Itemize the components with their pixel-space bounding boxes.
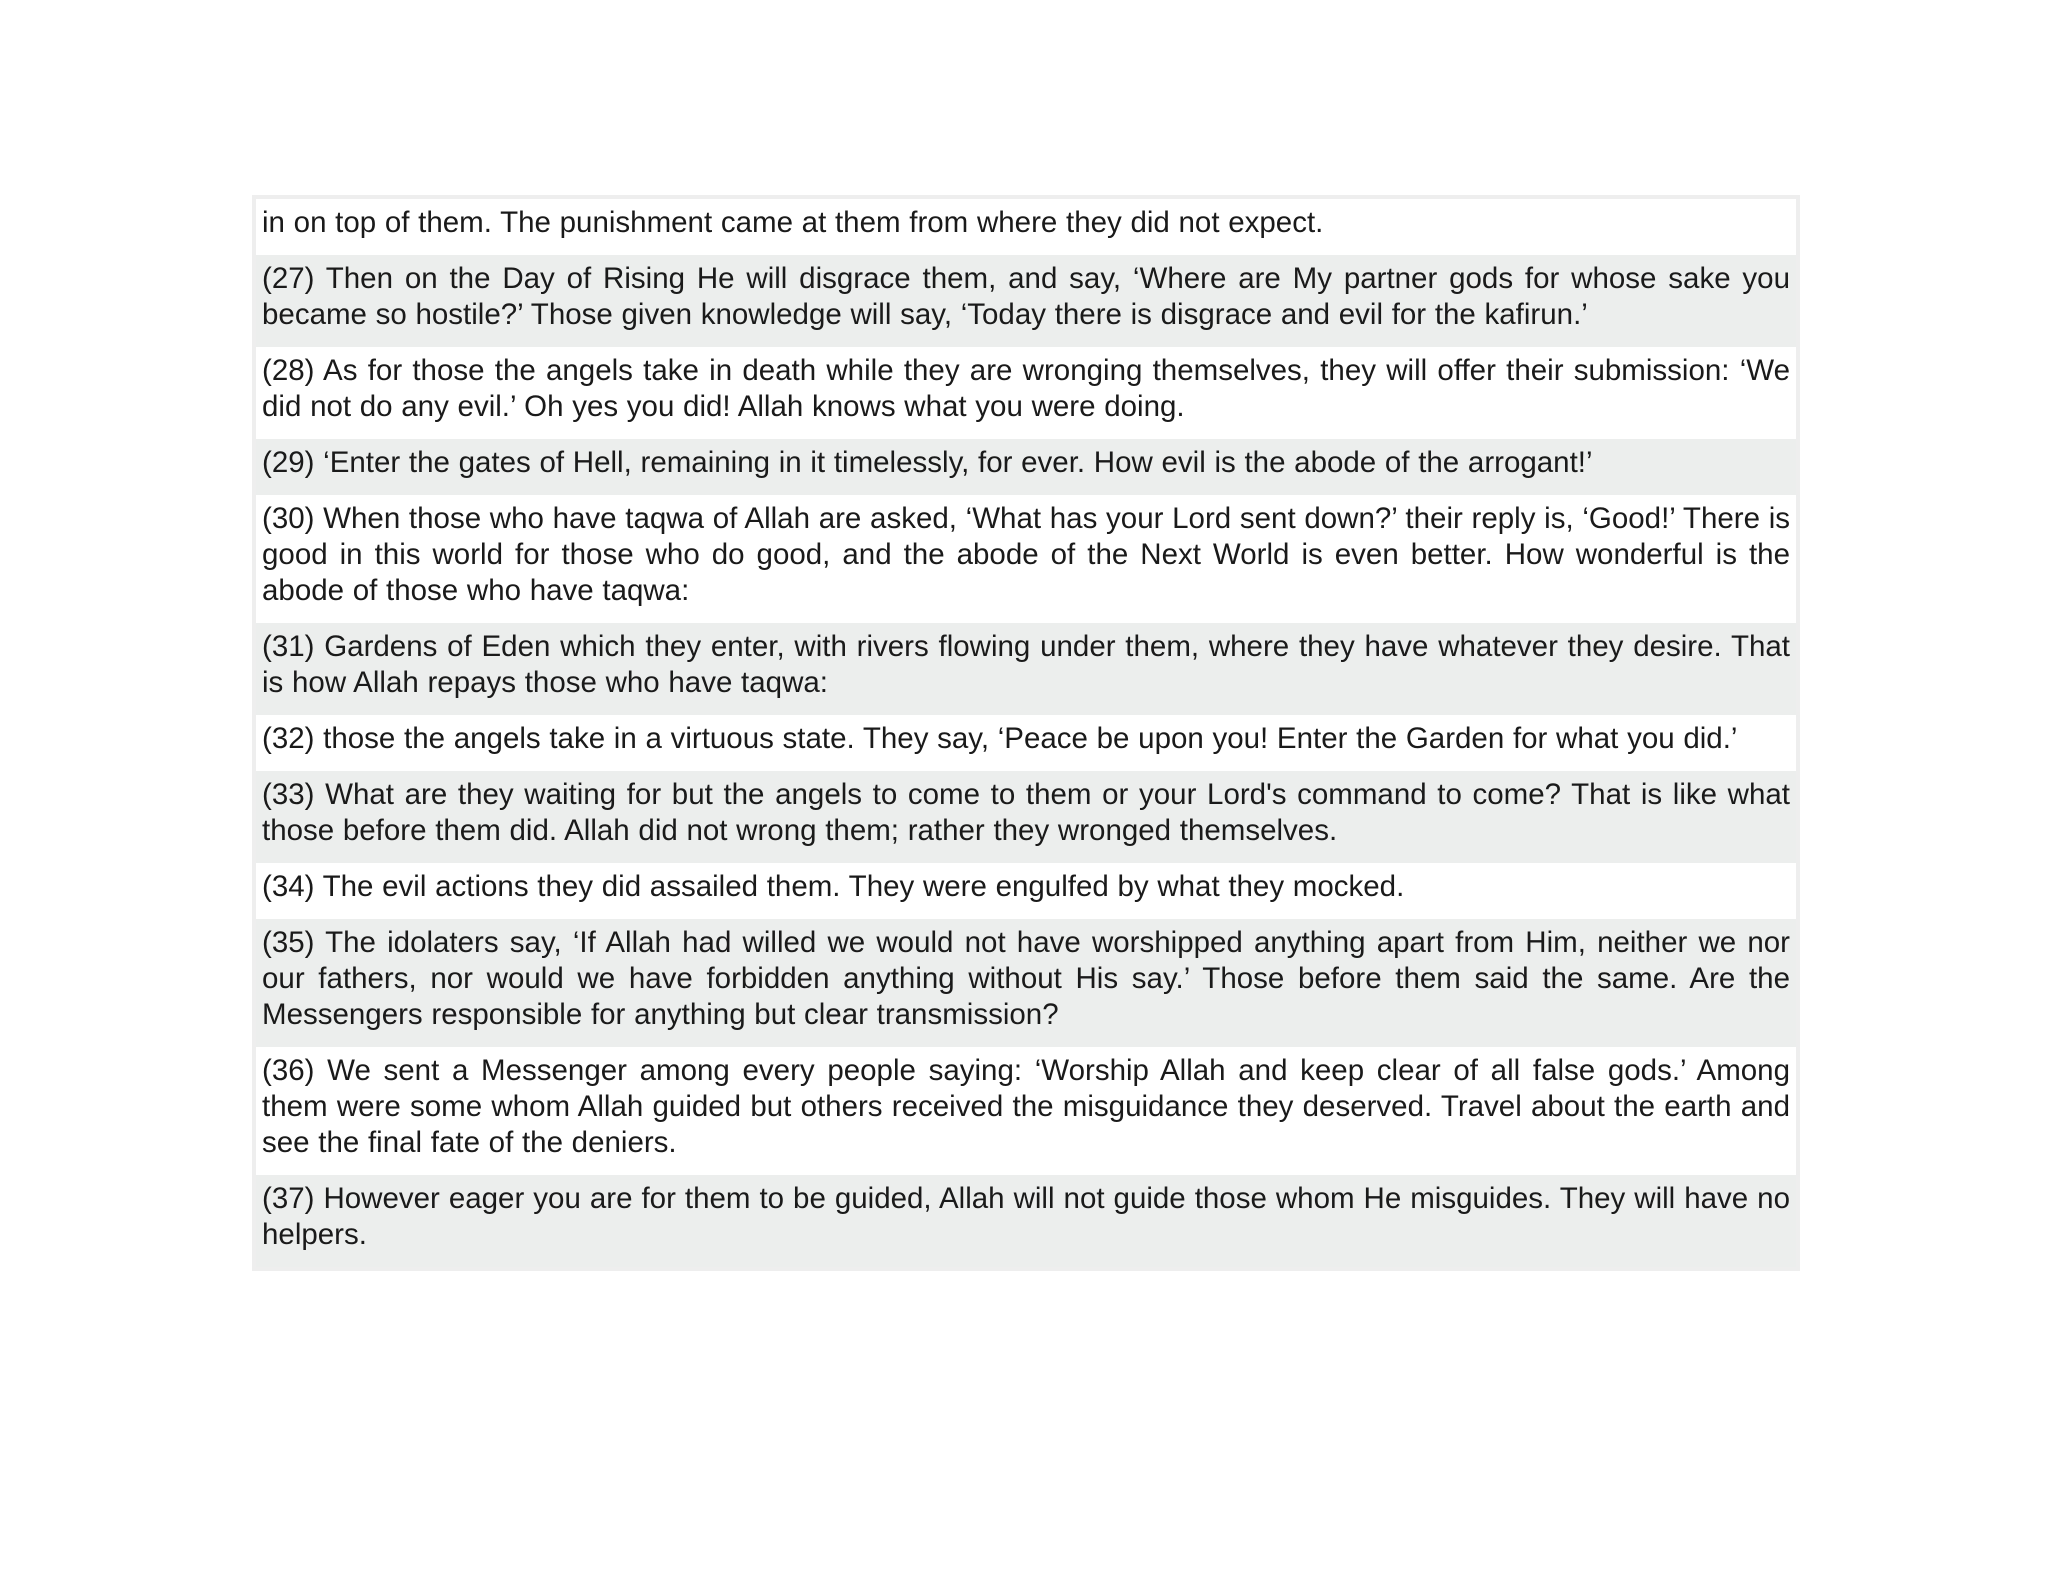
verse-row: (32) those the angels take in a virtuous state. They say, ‘Peace be upon you! Enter the Garden for what you did.’ xyxy=(256,715,1796,771)
verse-row: (29) ‘Enter the gates of Hell, remaining in it timelessly, for ever. How evil is the abode of the arrogant!’ xyxy=(256,439,1796,495)
verse-row: in on top of them. The punishment came at them from where they did not expect. xyxy=(256,199,1796,255)
verse-row: (33) What are they waiting for but the angels to come to them or your Lord's command to come? That is like what those before them did. Allah did not wrong them; rather they wronged themselves. xyxy=(256,771,1796,863)
verse-row: (27) Then on the Day of Rising He will disgrace them, and say, ‘Where are My partner gods for whose sake you became so hostile?’ Those given knowledge will say, ‘Today there is disgrace and evil for the kafirun.’ xyxy=(256,255,1796,347)
verse-row: (36) We sent a Messenger among every people saying: ‘Worship Allah and keep clear of all false gods.’ Among them were some whom Allah guided but others received the misguidance they deserved. Travel about the earth and see the final fate of the deniers. xyxy=(256,1047,1796,1175)
verse-row: (30) When those who have taqwa of Allah are asked, ‘What has your Lord sent down?’ their reply is, ‘Good!’ There is good in this world for those who do good, and the abode of the Next World is even better. How wonderful is the abode of those who have taqwa: xyxy=(256,495,1796,623)
verse-row: (34) The evil actions they did assailed them. They were engulfed by what they mocked. xyxy=(256,863,1796,919)
verse-row: (28) As for those the angels take in death while they are wronging themselves, they will offer their submission: ‘We did not do any evil.’ Oh yes you did! Allah knows what you were doing. xyxy=(256,347,1796,439)
verse-row: (35) The idolaters say, ‘If Allah had willed we would not have worshipped anything apart from Him, neither we nor our fathers, nor would we have forbidden anything without His say.’ Those before them said the same. Are the Messengers responsible for anything but clear transmission? xyxy=(256,919,1796,1047)
verse-row: (31) Gardens of Eden which they enter, with rivers flowing under them, where they have whatever they desire. That is how Allah repays those who have taqwa: xyxy=(256,623,1796,715)
verse-row: (37) However eager you are for them to be guided, Allah will not guide those whom He misguides. They will have no helpers. xyxy=(256,1175,1796,1267)
verse-table xyxy=(252,195,1800,1271)
